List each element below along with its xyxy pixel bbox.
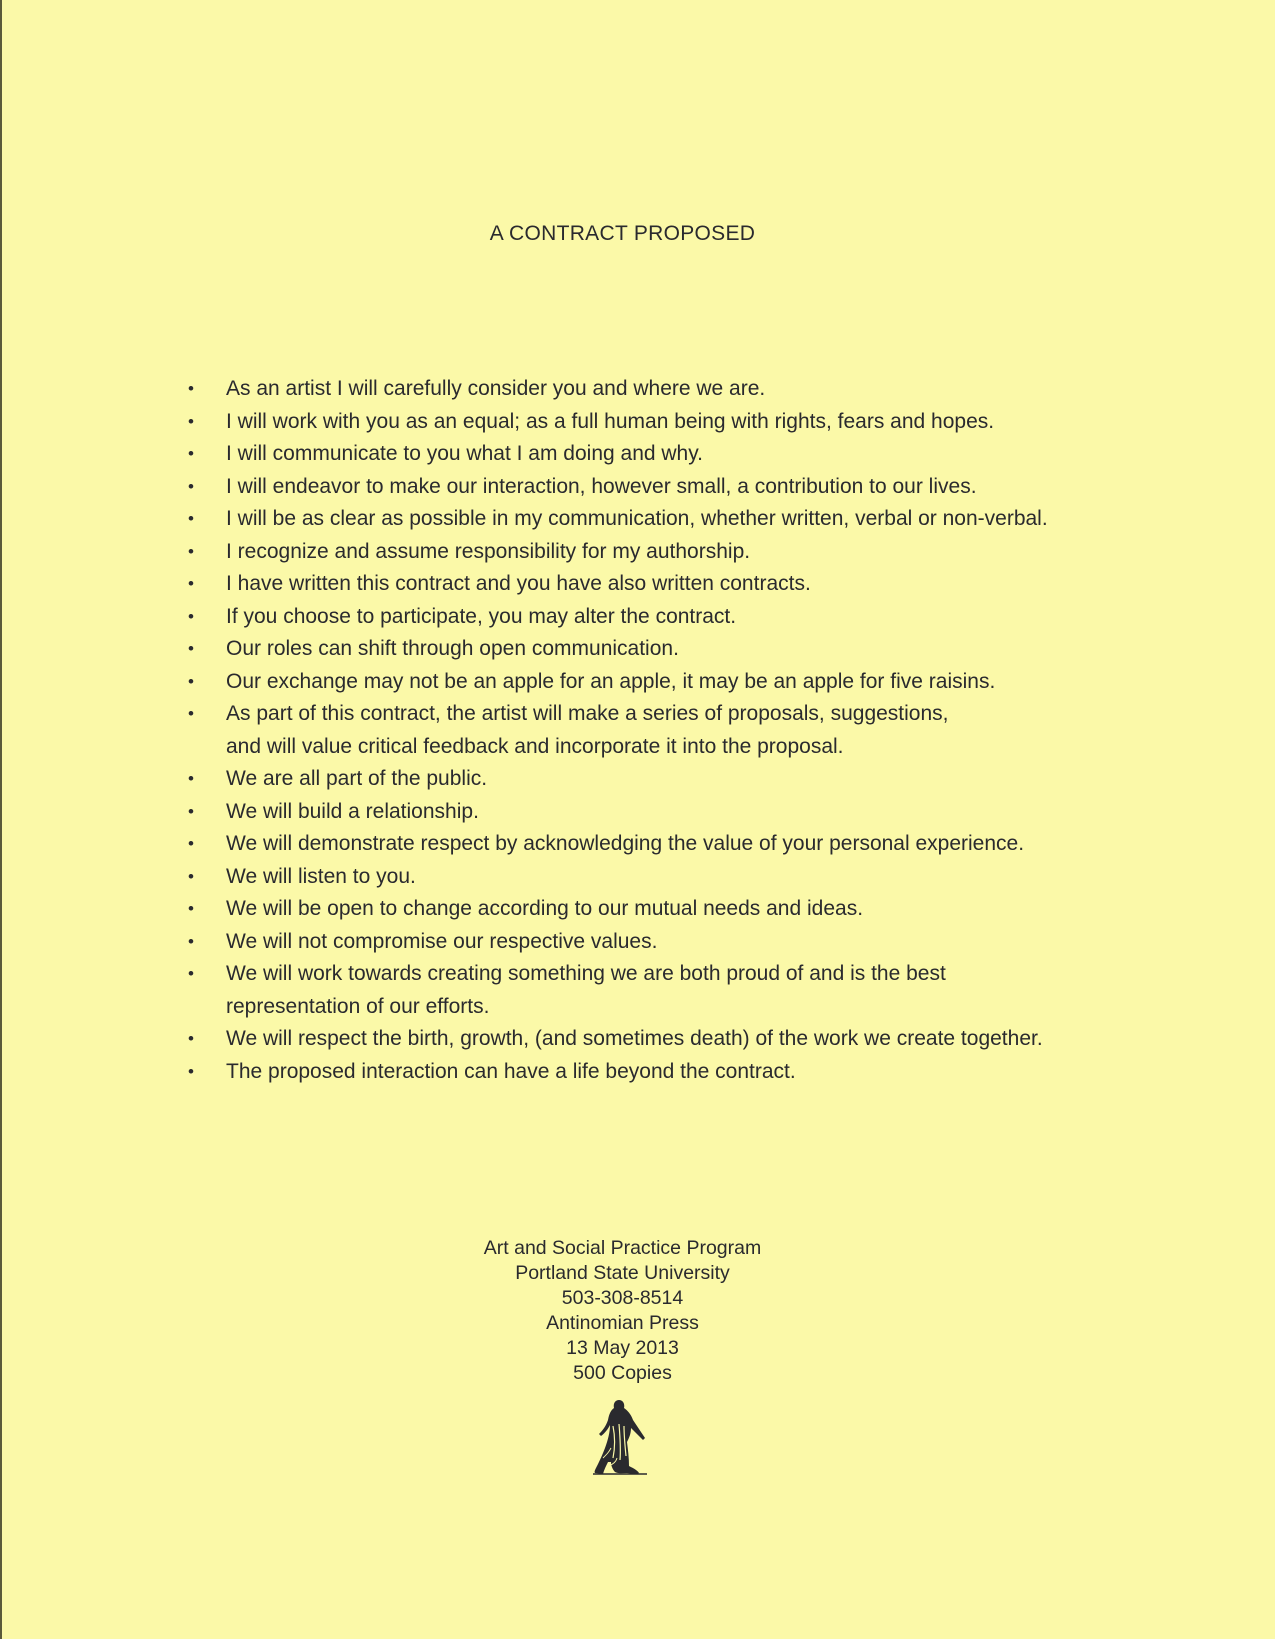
clause-item bbox=[188, 568, 1148, 601]
clause-item bbox=[188, 438, 1148, 471]
clause-text: We will not compromise our respective values. bbox=[226, 929, 658, 953]
clause-item bbox=[188, 503, 1148, 536]
bullet-icon: • bbox=[188, 444, 194, 463]
bullet-icon: • bbox=[188, 834, 194, 853]
clause-item bbox=[188, 1056, 1148, 1089]
clause-text: If you choose to participate, you may alter the contract. bbox=[226, 604, 737, 628]
clause-item bbox=[188, 633, 1148, 666]
clause-item bbox=[188, 763, 1148, 796]
clause-item bbox=[188, 926, 1148, 959]
clause-text: The proposed interaction can have a life beyond the contract. bbox=[226, 1059, 796, 1083]
bullet-icon: • bbox=[188, 379, 194, 398]
clause-item bbox=[188, 828, 1148, 861]
clause-text: I recognize and assume responsibility for my authorship. bbox=[226, 539, 751, 563]
bullet-icon: • bbox=[188, 476, 194, 496]
clause-text: We will respect the birth, growth, (and sometimes death) of the work we create together. bbox=[226, 1027, 1043, 1050]
clause-text: I will work with you as an equal; as a full human being with rights, fears and hopes. bbox=[226, 409, 995, 433]
document-title: A CONTRACT PROPOSED bbox=[489, 222, 756, 245]
colophon-university: Portland State University bbox=[515, 1262, 730, 1284]
colophon-press: Antinomian Press bbox=[546, 1312, 699, 1334]
colophon bbox=[0, 1236, 1245, 1386]
bullet-icon: • bbox=[188, 606, 194, 626]
clause-item bbox=[188, 958, 1148, 1023]
bullet-icon: • bbox=[188, 541, 194, 561]
clause-item bbox=[188, 698, 1148, 763]
clause-list bbox=[188, 373, 1148, 1088]
clause-text: We will be open to change according to our mutual needs and ideas. bbox=[226, 897, 864, 920]
colophon-date: 13 May 2013 bbox=[566, 1337, 679, 1359]
clause-text: I have written this contract and you have also written contracts. bbox=[226, 572, 811, 595]
bullet-icon: • bbox=[188, 574, 194, 593]
bullet-icon: • bbox=[188, 866, 194, 886]
clause-text: As an artist I will carefully consider you and where we are. bbox=[226, 377, 766, 400]
bullet-icon: • bbox=[188, 704, 194, 723]
clause-item bbox=[188, 406, 1148, 439]
colophon-program: Art and Social Practice Program bbox=[483, 1237, 762, 1259]
clause-item bbox=[188, 861, 1148, 894]
bullet-icon: • bbox=[188, 769, 194, 788]
clause-text: As part of this contract, the artist will make a series of proposals, suggestions, and will value critical feedback and incorporate it into the proposal. bbox=[226, 702, 949, 758]
clause-text: Our exchange may not be an apple for an apple, it may be an apple for five raisins. bbox=[226, 669, 996, 693]
clause-item bbox=[188, 601, 1148, 634]
clause-item bbox=[188, 796, 1148, 829]
colophon-phone: 503-308-8514 bbox=[561, 1287, 684, 1309]
clause-item bbox=[188, 893, 1148, 926]
bullet-icon: • bbox=[188, 509, 194, 528]
clause-text: We are all part of the public. bbox=[226, 767, 488, 790]
bullet-icon: • bbox=[188, 639, 194, 658]
clause-text: I will communicate to you what I am doing and why. bbox=[226, 442, 704, 465]
bullet-icon: • bbox=[188, 671, 194, 691]
clause-text: We will work towards creating something we are both proud of and is the best representation of our efforts. bbox=[226, 962, 946, 1018]
bullet-icon: • bbox=[188, 1029, 194, 1048]
clause-item bbox=[188, 373, 1148, 406]
clause-item bbox=[188, 666, 1148, 699]
clause-text: Our roles can shift through open communication. bbox=[226, 637, 679, 660]
walking-figure-icon bbox=[589, 1396, 651, 1478]
clause-item bbox=[188, 536, 1148, 569]
clause-text: We will listen to you. bbox=[226, 864, 416, 888]
bullet-icon: • bbox=[188, 931, 194, 951]
bullet-icon: • bbox=[188, 1061, 194, 1081]
bullet-icon: • bbox=[188, 899, 194, 918]
clause-item bbox=[188, 1023, 1148, 1056]
bullet-icon: • bbox=[188, 964, 194, 983]
clause-text: We will build a relationship. bbox=[226, 799, 479, 823]
colophon-edition: 500 Copies bbox=[573, 1362, 672, 1384]
clause-text: We will demonstrate respect by acknowledging the value of your personal experience. bbox=[226, 832, 1025, 855]
bullet-icon: • bbox=[188, 801, 194, 821]
clause-text: I will be as clear as possible in my communication, whether written, verbal or non-verbal. bbox=[226, 507, 1048, 530]
bullet-icon: • bbox=[188, 411, 194, 431]
clause-text: I will endeavor to make our interaction, however small, a contribution to our lives. bbox=[226, 474, 977, 498]
clause-item bbox=[188, 471, 1148, 504]
